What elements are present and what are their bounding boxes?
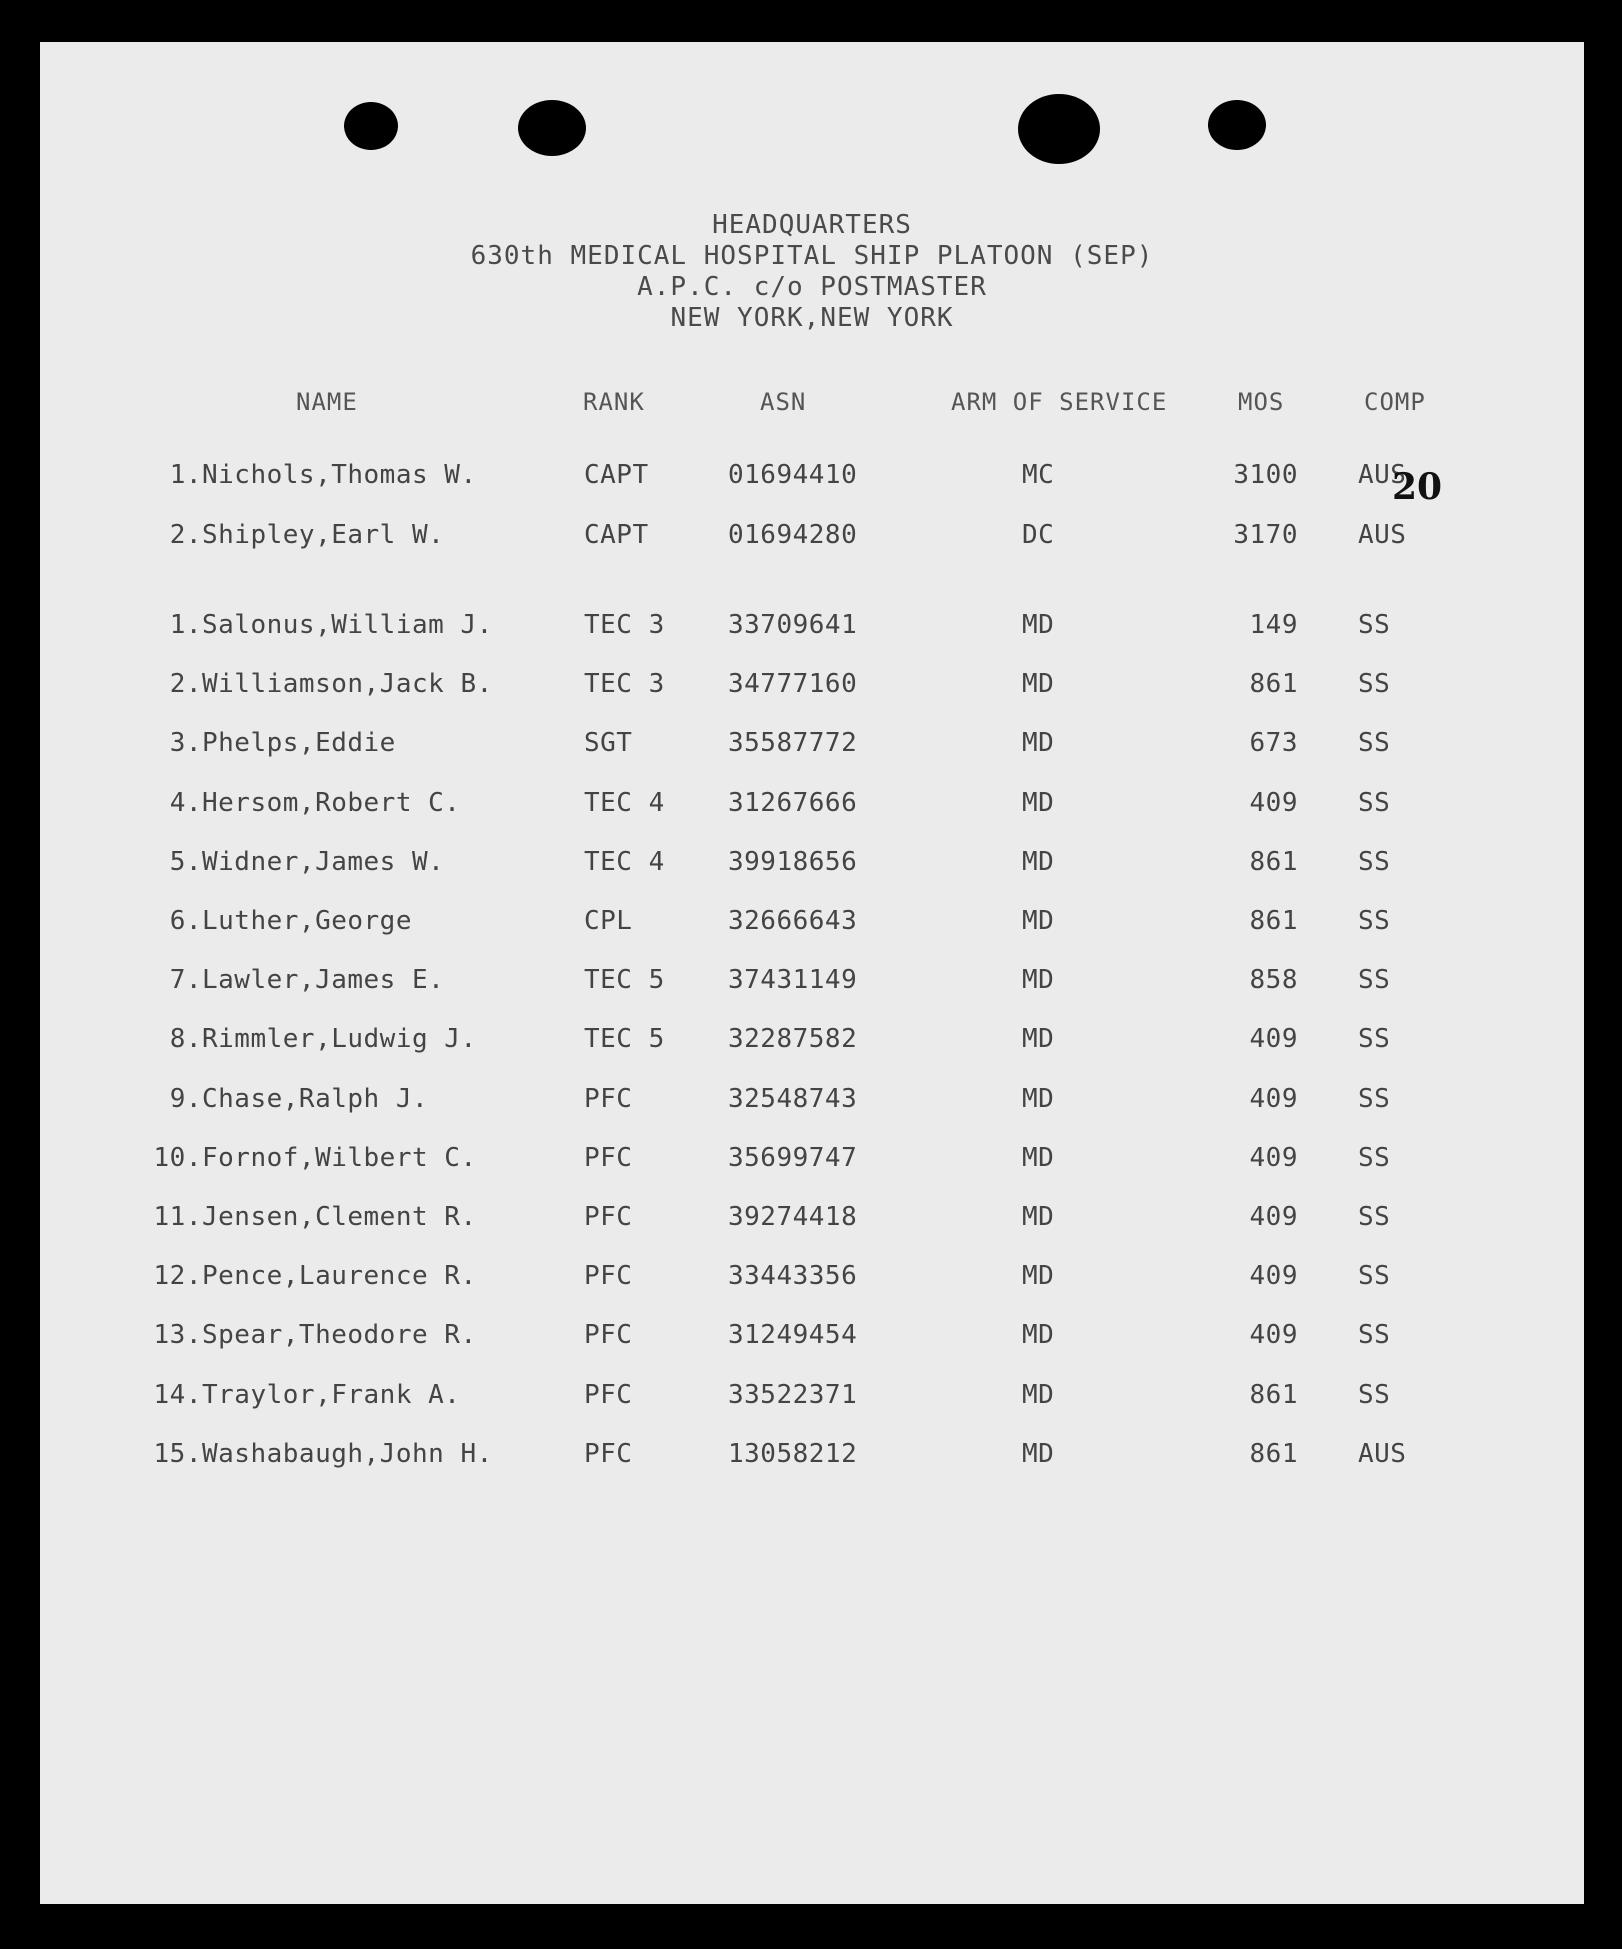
cell-num: 8. bbox=[169, 1024, 202, 1055]
cell-arm: MD bbox=[1022, 1320, 1055, 1351]
letterhead-line: NEW YORK,NEW YORK bbox=[670, 303, 954, 333]
cell-asn: 35587772 bbox=[728, 728, 858, 759]
cell-rank: TEC 3 bbox=[584, 610, 665, 640]
cell-name: Shipley,Earl W. bbox=[202, 520, 445, 550]
cell-comp: SS bbox=[1358, 1379, 1391, 1410]
cell-arm: MD bbox=[1022, 846, 1055, 877]
cell-comp: SS bbox=[1358, 1261, 1391, 1292]
column-header-comp: COMP bbox=[1364, 388, 1426, 416]
cell-comp: SS bbox=[1358, 906, 1391, 936]
cell-asn: 39918656 bbox=[728, 846, 858, 877]
cell-rank: TEC 5 bbox=[584, 1024, 665, 1055]
cell-arm: MD bbox=[1022, 1024, 1055, 1055]
cell-comp: SS bbox=[1358, 846, 1391, 877]
page-number-stamp: 20 bbox=[1392, 466, 1443, 508]
cell-mos: 149 bbox=[1249, 610, 1298, 640]
cell-name: Luther,George bbox=[202, 906, 412, 936]
cell-arm: MD bbox=[1022, 787, 1055, 818]
cell-name: Salonus,William J. bbox=[202, 610, 493, 640]
cell-rank: TEC 4 bbox=[584, 787, 665, 818]
cell-mos: 409 bbox=[1249, 1024, 1298, 1055]
cell-mos: 861 bbox=[1249, 1438, 1298, 1469]
cell-asn: 31249454 bbox=[728, 1320, 858, 1351]
cell-mos: 409 bbox=[1249, 1202, 1298, 1232]
cell-comp: SS bbox=[1358, 610, 1391, 640]
column-header-mos: MOS bbox=[1238, 388, 1285, 416]
cell-arm: MD bbox=[1022, 1379, 1055, 1410]
cell-arm: MD bbox=[1022, 610, 1055, 640]
letterhead-line: HEADQUARTERS bbox=[712, 210, 912, 240]
cell-comp: SS bbox=[1358, 669, 1391, 700]
cell-rank: PFC bbox=[584, 1083, 633, 1114]
cell-rank: SGT bbox=[584, 728, 633, 759]
column-header-name: NAME bbox=[296, 388, 358, 416]
cell-num: 15. bbox=[153, 1438, 202, 1469]
cell-mos: 409 bbox=[1249, 1261, 1298, 1292]
letterhead-line: 630th MEDICAL HOSPITAL SHIP PLATOON (SEP) bbox=[470, 241, 1154, 271]
letterhead-line: A.P.C. c/o POSTMASTER bbox=[637, 272, 987, 302]
cell-asn: 33443356 bbox=[728, 1261, 858, 1292]
cell-mos: 409 bbox=[1249, 1142, 1298, 1173]
cell-rank: PFC bbox=[584, 1320, 633, 1351]
cell-arm: MD bbox=[1022, 1438, 1055, 1469]
cell-comp: SS bbox=[1358, 728, 1391, 759]
cell-name: Jensen,Clement R. bbox=[202, 1202, 477, 1232]
cell-name: Phelps,Eddie bbox=[202, 728, 396, 759]
cell-comp: SS bbox=[1358, 1320, 1391, 1351]
cell-mos: 861 bbox=[1249, 846, 1298, 877]
cell-num: 14. bbox=[153, 1379, 202, 1410]
cell-rank: CAPT bbox=[584, 520, 649, 550]
cell-asn: 01694410 bbox=[728, 460, 858, 490]
cell-name: Spear,Theodore R. bbox=[202, 1320, 477, 1351]
cell-asn: 32287582 bbox=[728, 1024, 858, 1055]
cell-arm: MD bbox=[1022, 1142, 1055, 1173]
cell-arm: MD bbox=[1022, 1083, 1055, 1114]
cell-num: 7. bbox=[169, 965, 202, 996]
punch-hole bbox=[1208, 100, 1266, 150]
cell-name: Rimmler,Ludwig J. bbox=[202, 1024, 477, 1055]
cell-name: Widner,James W. bbox=[202, 846, 445, 877]
cell-arm: MD bbox=[1022, 906, 1055, 936]
cell-mos: 861 bbox=[1249, 906, 1298, 936]
cell-comp: SS bbox=[1358, 965, 1391, 996]
cell-mos: 3100 bbox=[1233, 460, 1298, 490]
cell-mos: 409 bbox=[1249, 787, 1298, 818]
cell-num: 11. bbox=[153, 1202, 202, 1232]
cell-num: 12. bbox=[153, 1261, 202, 1292]
cell-rank: PFC bbox=[584, 1438, 633, 1469]
punch-hole bbox=[344, 102, 398, 150]
cell-num: 3. bbox=[169, 728, 202, 759]
cell-rank: TEC 5 bbox=[584, 965, 665, 996]
cell-arm: MD bbox=[1022, 1202, 1055, 1232]
cell-num: 6. bbox=[169, 906, 202, 936]
cell-rank: PFC bbox=[584, 1261, 633, 1292]
punch-hole bbox=[518, 100, 586, 156]
cell-num: 4. bbox=[169, 787, 202, 818]
cell-asn: 01694280 bbox=[728, 520, 858, 550]
cell-mos: 858 bbox=[1249, 965, 1298, 996]
cell-asn: 13058212 bbox=[728, 1438, 858, 1469]
cell-num: 13. bbox=[153, 1320, 202, 1351]
cell-asn: 31267666 bbox=[728, 787, 858, 818]
cell-rank: CPL bbox=[584, 906, 633, 936]
cell-rank: TEC 3 bbox=[584, 669, 665, 700]
cell-asn: 33522371 bbox=[728, 1379, 858, 1410]
cell-name: Chase,Ralph J. bbox=[202, 1083, 429, 1114]
cell-rank: PFC bbox=[584, 1202, 633, 1232]
cell-num: 10. bbox=[153, 1142, 202, 1173]
document-page bbox=[40, 42, 1584, 1904]
cell-asn: 33709641 bbox=[728, 610, 858, 640]
cell-asn: 34777160 bbox=[728, 669, 858, 700]
cell-num: 2. bbox=[169, 520, 202, 550]
cell-num: 1. bbox=[169, 460, 202, 490]
cell-comp: AUS bbox=[1358, 460, 1407, 490]
cell-comp: SS bbox=[1358, 1083, 1391, 1114]
column-header-rank: RANK bbox=[583, 388, 645, 416]
cell-comp: AUS bbox=[1358, 520, 1407, 550]
cell-mos: 3170 bbox=[1233, 520, 1298, 550]
cell-comp: AUS bbox=[1358, 1438, 1407, 1469]
cell-mos: 409 bbox=[1249, 1083, 1298, 1114]
cell-name: Williamson,Jack B. bbox=[202, 669, 493, 700]
cell-mos: 861 bbox=[1249, 1379, 1298, 1410]
cell-rank: PFC bbox=[584, 1379, 633, 1410]
cell-comp: SS bbox=[1358, 1142, 1391, 1173]
letterhead bbox=[40, 210, 1584, 334]
cell-num: 2. bbox=[169, 669, 202, 700]
cell-comp: SS bbox=[1358, 1024, 1391, 1055]
cell-num: 1. bbox=[169, 610, 202, 640]
cell-name: Nichols,Thomas W. bbox=[202, 460, 477, 490]
cell-name: Fornof,Wilbert C. bbox=[202, 1142, 477, 1173]
column-header-asn: ASN bbox=[760, 388, 807, 416]
column-header-arm: ARM OF SERVICE bbox=[951, 388, 1168, 416]
cell-mos: 861 bbox=[1249, 669, 1298, 700]
punch-hole bbox=[1018, 94, 1100, 164]
cell-asn: 35699747 bbox=[728, 1142, 858, 1173]
cell-rank: TEC 4 bbox=[584, 846, 665, 877]
cell-asn: 39274418 bbox=[728, 1202, 858, 1232]
cell-mos: 673 bbox=[1249, 728, 1298, 759]
cell-asn: 32666643 bbox=[728, 906, 858, 936]
cell-comp: SS bbox=[1358, 787, 1391, 818]
cell-asn: 37431149 bbox=[728, 965, 858, 996]
cell-mos: 409 bbox=[1249, 1320, 1298, 1351]
cell-num: 9. bbox=[169, 1083, 202, 1114]
cell-asn: 32548743 bbox=[728, 1083, 858, 1114]
cell-arm: MD bbox=[1022, 728, 1055, 759]
cell-name: Lawler,James E. bbox=[202, 965, 445, 996]
cell-name: Pence,Laurence R. bbox=[202, 1261, 477, 1292]
cell-name: Traylor,Frank A. bbox=[202, 1379, 461, 1410]
cell-name: Washabaugh,John H. bbox=[202, 1438, 493, 1469]
cell-rank: PFC bbox=[584, 1142, 633, 1173]
cell-arm: MC bbox=[1022, 460, 1055, 490]
cell-name: Hersom,Robert C. bbox=[202, 787, 461, 818]
cell-arm: DC bbox=[1022, 520, 1055, 550]
cell-arm: MD bbox=[1022, 1261, 1055, 1292]
cell-comp: SS bbox=[1358, 1202, 1391, 1232]
cell-rank: CAPT bbox=[584, 460, 649, 490]
cell-arm: MD bbox=[1022, 669, 1055, 700]
cell-arm: MD bbox=[1022, 965, 1055, 996]
cell-num: 5. bbox=[169, 846, 202, 877]
